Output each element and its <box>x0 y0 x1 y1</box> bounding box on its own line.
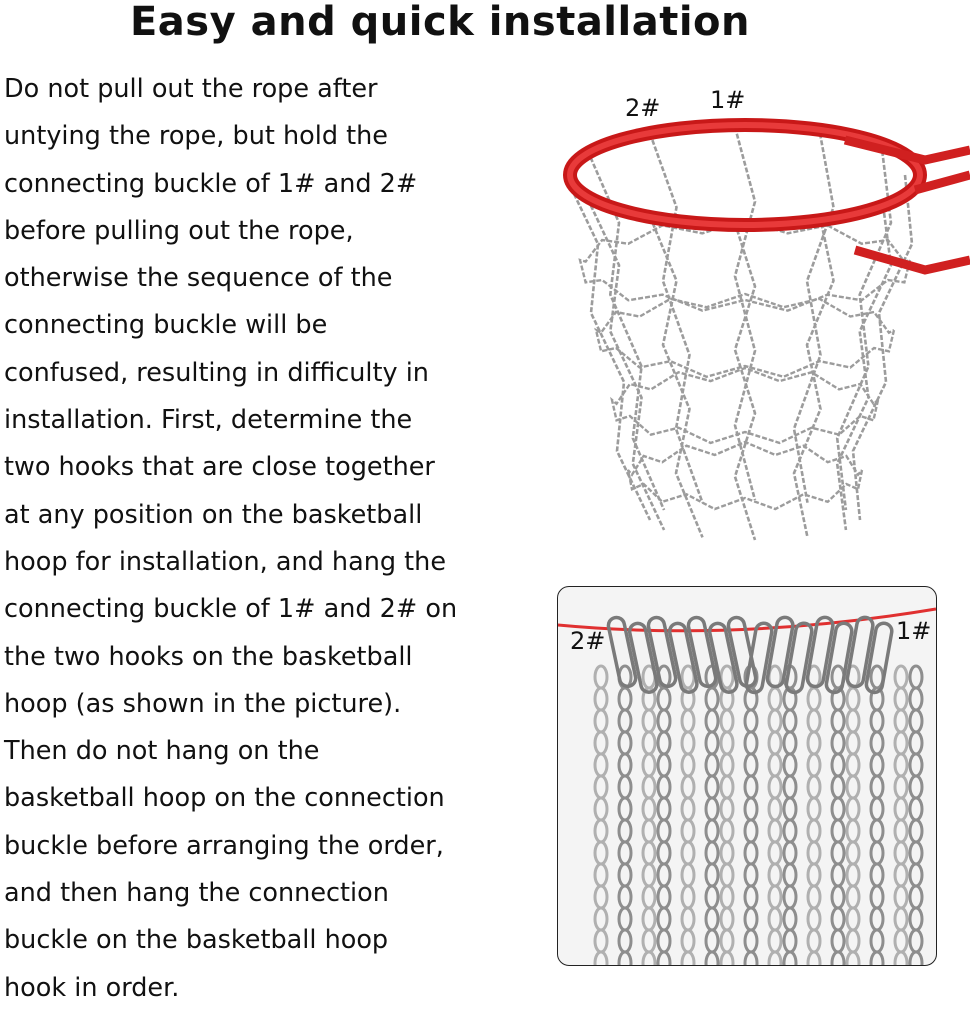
text-line: buckle before arranging the order, <box>4 830 444 861</box>
text-line: buckle on the basketball hoop <box>4 925 389 956</box>
red-rope <box>558 609 936 631</box>
hook-closeup-photo <box>557 586 937 966</box>
text-line: installation. First, determine the <box>4 405 413 436</box>
text-line: hoop (as shown in the picture). <box>4 688 402 719</box>
text-line: connecting buckle will be <box>4 310 328 341</box>
text-line: basketball hoop on the connection <box>4 783 445 814</box>
text-line: connecting buckle of 1# and 2# <box>4 168 418 199</box>
text-line: confused, resulting in difficulty in <box>4 357 429 388</box>
instruction-text <box>4 66 504 1012</box>
chain-net <box>565 127 912 540</box>
hook-label-1: 1# <box>896 617 932 645</box>
text-line: before pulling out the rope, <box>4 215 354 246</box>
text-line: Then do not hang on the <box>4 736 320 767</box>
text-line: hoop for installation, and hang the <box>4 546 447 577</box>
text-line: and then hang the connection <box>4 878 389 909</box>
text-line: at any position on the basketball <box>4 499 423 530</box>
hoop-label-2: 2# <box>625 94 661 122</box>
hoop-label-1: 1# <box>710 86 746 114</box>
text-line: Do not pull out the rope after <box>4 74 378 104</box>
hook-closeup-illustration <box>558 587 936 965</box>
hook-label-2: 2# <box>570 627 606 655</box>
text-line: connecting buckle of 1# and 2# on <box>4 594 458 625</box>
text-line: untying the rope, but hold the <box>4 121 388 152</box>
carabiner-clips <box>607 616 893 694</box>
text-line: two hooks that are close together <box>4 452 435 483</box>
page-title: Easy and quick installation <box>129 0 751 45</box>
text-line: hook in order. <box>4 972 180 1003</box>
hanging-chains <box>595 666 922 965</box>
text-line: otherwise the sequence of the <box>4 263 393 294</box>
hoop-illustration <box>555 80 970 550</box>
text-line: the two hooks on the basketball <box>4 641 413 672</box>
